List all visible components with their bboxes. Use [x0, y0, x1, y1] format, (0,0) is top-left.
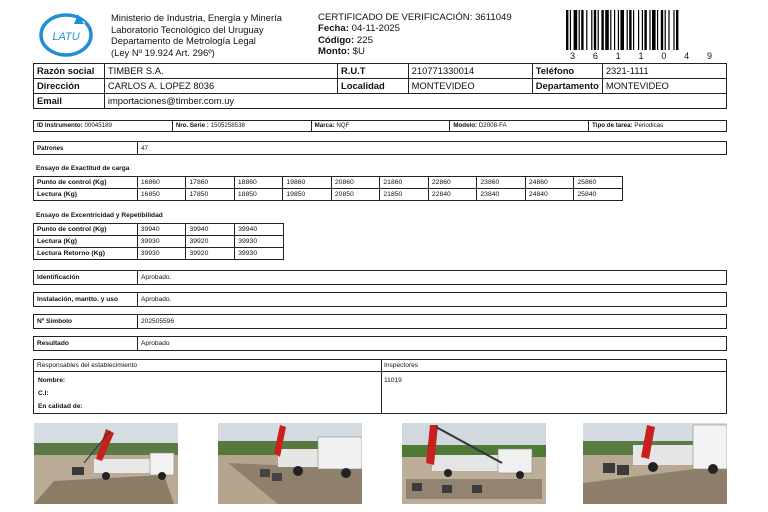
result-value: 202505596	[138, 315, 727, 329]
loc-value: MONTEVIDEO	[408, 79, 532, 94]
instrument-serie-label: Nro. Serie :	[175, 122, 209, 129]
logo-text: LATU	[52, 31, 80, 43]
exactitud-table	[33, 176, 623, 201]
instrument-table	[33, 120, 727, 132]
barcode-bar	[586, 10, 587, 50]
table-cell: 19850	[283, 189, 332, 201]
email-value: importaciones@timber.com.uy	[104, 94, 726, 109]
fecha-value: 04-11-2025	[351, 23, 400, 35]
table-cell: 23860	[477, 177, 526, 189]
table-cell: 39920	[186, 248, 235, 260]
result-label: Instalación, mantto. y uso	[34, 293, 138, 307]
loc-label: Localidad	[337, 79, 408, 94]
result-label: Identificación	[34, 271, 138, 285]
institution-line: Ministerio de Industria, Energía y Minería	[111, 12, 282, 23]
barcode-bar	[673, 10, 674, 50]
barcode-bar	[581, 10, 583, 50]
excentricidad-title: Ensayo de Excentricidad y Repetibilidad	[36, 212, 163, 219]
dir-value: CARLOS A. LOPEZ 8036	[104, 79, 337, 94]
result-value: Aprobado.	[138, 271, 727, 285]
barcode-bar	[627, 10, 628, 50]
result-label: Resultado	[34, 337, 138, 351]
barcode-bar	[644, 10, 646, 50]
instalacion-table	[33, 292, 727, 307]
table-cell: 39930	[137, 248, 186, 260]
barcode-bar	[620, 10, 624, 50]
ci-label: C.I:	[38, 390, 49, 397]
divider	[381, 360, 382, 413]
table-cell: 25840	[574, 189, 623, 201]
barcode-bar	[642, 10, 643, 50]
fecha-label: Fecha:	[318, 23, 349, 35]
monto-line	[318, 46, 512, 57]
table-row	[34, 248, 284, 260]
codigo-line	[318, 35, 512, 46]
certificate-title: CERTIFICADO DE VERIFICACIÓN: 3611049	[318, 12, 512, 23]
table-cell: 24860	[525, 177, 574, 189]
barcode-bar	[652, 10, 656, 50]
barcode-bar	[605, 10, 609, 50]
table-row	[34, 315, 727, 329]
table-row	[34, 224, 284, 236]
codigo-label: Código:	[318, 34, 355, 46]
table-cell: 39920	[186, 236, 235, 248]
photo-truck-left	[34, 423, 178, 504]
table-cell: 18850	[234, 189, 283, 201]
table-cell: 20850	[331, 189, 380, 201]
exactitud-row1-label: Punto de control (Kg)	[34, 177, 138, 189]
excentricidad-row3-label: Lectura Retorno (Kg)	[34, 248, 138, 260]
table-cell: 17850	[186, 189, 235, 201]
barcode-bar	[657, 10, 658, 50]
razon-value: TIMBER S.A.	[104, 64, 337, 79]
instrument-modelo-value: D2008-FA	[478, 122, 507, 129]
result-label: Nº Símbolo	[34, 315, 138, 329]
barcode-digit: 3	[570, 51, 576, 61]
barcode-bar	[633, 10, 634, 50]
responsables-box	[33, 359, 727, 414]
barcode-bar	[665, 10, 666, 50]
dep-label: Departamento	[532, 79, 602, 94]
excentricidad-row2-label: Lectura (Kg)	[34, 236, 138, 248]
instrument-modelo	[450, 121, 589, 132]
table-row	[34, 271, 727, 285]
rut-value: 210771330014	[408, 64, 532, 79]
result-value: Aprobado.	[138, 293, 727, 307]
table-cell: 39940	[235, 224, 284, 236]
instrument-id	[34, 121, 173, 132]
instrument-tarea	[589, 121, 727, 132]
table-row	[34, 236, 284, 248]
barcode-bar	[598, 10, 599, 50]
table-row	[34, 142, 727, 155]
table-row	[34, 293, 727, 307]
instrument-id-value: 00045189	[84, 122, 112, 129]
barcode-bar	[649, 10, 650, 50]
tel-value: 2321-1111	[602, 64, 726, 79]
email-label: Email	[34, 94, 105, 109]
table-cell: 16850	[137, 189, 186, 201]
table-cell: 25860	[574, 177, 623, 189]
table-cell: 39930	[235, 248, 284, 260]
barcode-bar	[579, 10, 580, 50]
barcode-digit: 9	[706, 51, 712, 61]
inspector-id: 11019	[384, 377, 402, 384]
divider	[34, 371, 726, 372]
barcode-digit: 6	[592, 51, 598, 61]
exactitud-row2-label: Lectura (Kg)	[34, 189, 138, 201]
table-row	[34, 79, 727, 94]
table-cell: 23840	[477, 189, 526, 201]
barcode-bar	[574, 10, 578, 50]
exactitud-title: Ensayo de Exactitud de carga	[36, 165, 130, 172]
institution-block	[111, 12, 282, 58]
table-row	[34, 177, 623, 189]
latu-logo	[38, 10, 94, 58]
barcode	[566, 10, 716, 50]
barcode-bar	[614, 10, 615, 50]
result-value: Aprobado	[138, 337, 727, 351]
table-cell: 22840	[428, 189, 477, 201]
table-cell: 21850	[380, 189, 429, 201]
barcode-bar	[668, 10, 669, 50]
identificacion-table	[33, 270, 727, 285]
barcode-bar	[629, 10, 631, 50]
monto-label: Monto:	[318, 46, 350, 58]
instrument-id-label: ID Instrumento:	[37, 122, 83, 129]
rut-label: R.U.T	[337, 64, 408, 79]
instrument-marca-value: NQF	[336, 122, 350, 129]
resultado-table	[33, 336, 727, 351]
excentricidad-row1-label: Punto de control (Kg)	[34, 224, 138, 236]
inspectores-label: Inspectores	[384, 362, 419, 369]
instrument-marca-label: Marca:	[314, 122, 335, 129]
barcode-digit: 1	[615, 51, 621, 61]
table-row	[34, 64, 727, 79]
barcode-bar	[601, 10, 603, 50]
table-cell: 39940	[137, 224, 186, 236]
table-row	[34, 121, 727, 132]
instrument-modelo-label: Modelo:	[453, 122, 478, 129]
barcode-bar	[610, 10, 611, 50]
barcode-bar	[594, 10, 596, 50]
dir-label: Dirección	[34, 79, 105, 94]
instrument-serie	[172, 121, 311, 132]
simbolo-table	[33, 314, 727, 329]
patrones-table	[33, 141, 727, 155]
institution-line: Laboratorio Tecnológico del Uruguay	[111, 23, 264, 35]
table-cell: 19860	[283, 177, 332, 189]
table-cell: 39930	[235, 236, 284, 248]
table-cell: 39940	[186, 224, 235, 236]
barcode-bar	[638, 10, 639, 50]
barcode-bar	[618, 10, 619, 50]
responsables-label: Responsables del establecimiento	[37, 362, 138, 369]
barcode-bar	[566, 10, 568, 50]
certificate-block	[318, 12, 512, 58]
patrones-value: 47	[138, 142, 727, 155]
table-cell: 24840	[525, 189, 574, 201]
table-cell: 17860	[186, 177, 235, 189]
photo-truck-weights	[218, 423, 362, 504]
table-cell: 20860	[331, 177, 380, 189]
table-row	[34, 337, 727, 351]
codigo-value: 225	[356, 34, 373, 46]
table-cell: 18860	[234, 177, 283, 189]
client-table	[33, 63, 727, 109]
barcode-digit: 0	[661, 51, 667, 61]
barcode-bar	[591, 10, 592, 50]
photo-truck-right	[583, 423, 727, 504]
photo-crane-lifting	[402, 423, 546, 504]
nombre-label: Nombre:	[38, 377, 66, 384]
institution-line: (Ley Nº 19.924 Art. 296º)	[111, 46, 215, 58]
table-cell: 21860	[380, 177, 429, 189]
fecha-line	[318, 23, 512, 34]
barcode-digit: 4	[684, 51, 690, 61]
excentricidad-table	[33, 223, 284, 260]
barcode-bar	[661, 10, 663, 50]
razon-label: Razón social	[34, 64, 105, 79]
instrument-tarea-label: Tipo de tarea:	[592, 122, 633, 129]
dep-value: MONTEVIDEO	[602, 79, 726, 94]
tel-label: Teléfono	[532, 64, 602, 79]
barcode-bar	[676, 10, 678, 50]
barcode-digit: 1	[638, 51, 644, 61]
table-cell: 39930	[137, 236, 186, 248]
instrument-tarea-value: Periodicas	[634, 122, 664, 129]
table-row	[34, 94, 727, 109]
institution-line: Departamento de Metrología Legal	[111, 35, 256, 47]
barcode-number	[566, 51, 716, 61]
calidad-label: En calidad de:	[38, 403, 83, 410]
instrument-serie-value: 1505258538	[210, 122, 245, 129]
patrones-label: Patrones	[34, 142, 138, 155]
table-cell: 16860	[137, 177, 186, 189]
monto-value: $U	[352, 46, 365, 58]
instrument-marca	[311, 121, 450, 132]
table-cell: 22860	[428, 177, 477, 189]
barcode-bar	[570, 10, 571, 50]
table-row	[34, 189, 623, 201]
